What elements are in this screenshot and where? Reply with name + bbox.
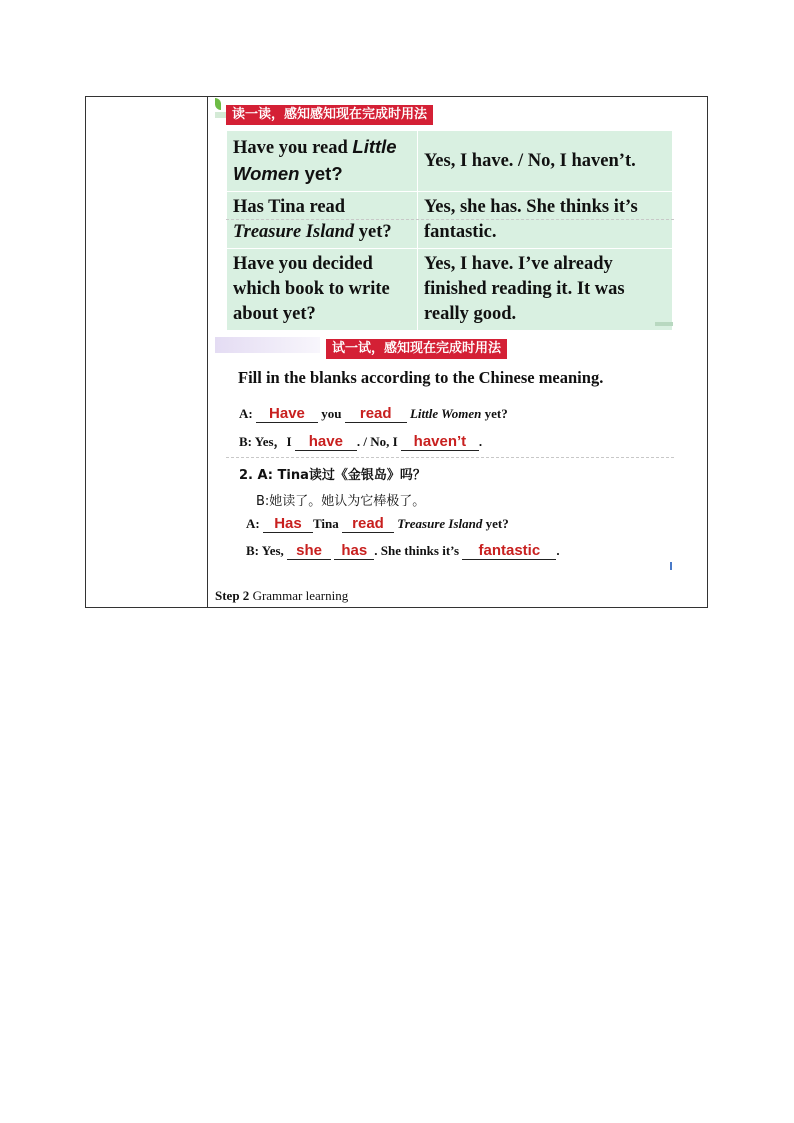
answer-cell: Yes, she has. She thinks it’s fantastic. — [418, 192, 673, 249]
book-title: Little Women — [409, 406, 482, 421]
book-title: Treasure Island — [397, 516, 483, 531]
answer-cell: Yes, I have. / No, I haven’t. — [418, 131, 673, 192]
exercise2-question-cn: 2. A: Tina读过《金银岛》吗？ — [239, 468, 426, 483]
read-table — [226, 130, 673, 331]
answer-blank: read — [345, 406, 407, 423]
instruction-text: Fill in the blanks according to the Chinese meaning. — [238, 368, 604, 387]
exercise1-line-a: A: Have you read Little Women yet? — [239, 405, 508, 422]
read-section-banner: 读一读，感知感知现在完成时用法 — [226, 105, 433, 125]
answer-blank: has — [334, 543, 374, 560]
answer-cell: Yes, I have. I’ve already finished reading it. It was really good. — [418, 249, 673, 331]
answer-blank: fantastic — [462, 543, 556, 560]
answer-blank: read — [342, 516, 394, 533]
step-heading: Step 2 Grammar learning — [215, 588, 349, 603]
try-section-banner: 试一试，感知现在完成时用法 — [326, 339, 507, 359]
table-row — [227, 249, 673, 331]
question-cell: Has Tina read Treasure Island yet? — [227, 192, 418, 249]
slide-divider — [226, 219, 674, 220]
slide-decoration — [215, 337, 320, 353]
answer-blank: Have — [256, 406, 318, 423]
exercise2-answer-cn: B:她读了。她认为它棒极了。 — [256, 494, 426, 509]
column-divider — [207, 96, 208, 608]
table-row — [227, 192, 673, 249]
question-cell: Have you read Little Women yet? — [227, 131, 418, 192]
book-title: Little Women — [233, 136, 397, 184]
answer-blank: Has — [263, 516, 313, 533]
slide-decoration — [655, 322, 673, 326]
answer-blank: have — [295, 434, 357, 451]
exercise1-line-b: B: Yes，I have . / No, I haven’t . — [239, 433, 483, 450]
exercise2-line-a: A: Has Tina read Treasure Island yet? — [246, 515, 509, 532]
answer-blank: she — [287, 543, 331, 560]
exercise2-line-b: B: Yes, she has . She thinks it’s fantastic . — [246, 542, 560, 559]
table-row — [227, 131, 673, 192]
question-cell: Have you decided which book to write about yet? — [227, 249, 418, 331]
exercise-divider — [226, 457, 674, 458]
book-title: Treasure Island — [233, 222, 355, 242]
answer-blank: haven’t — [401, 434, 479, 451]
slide-decoration — [670, 562, 672, 570]
